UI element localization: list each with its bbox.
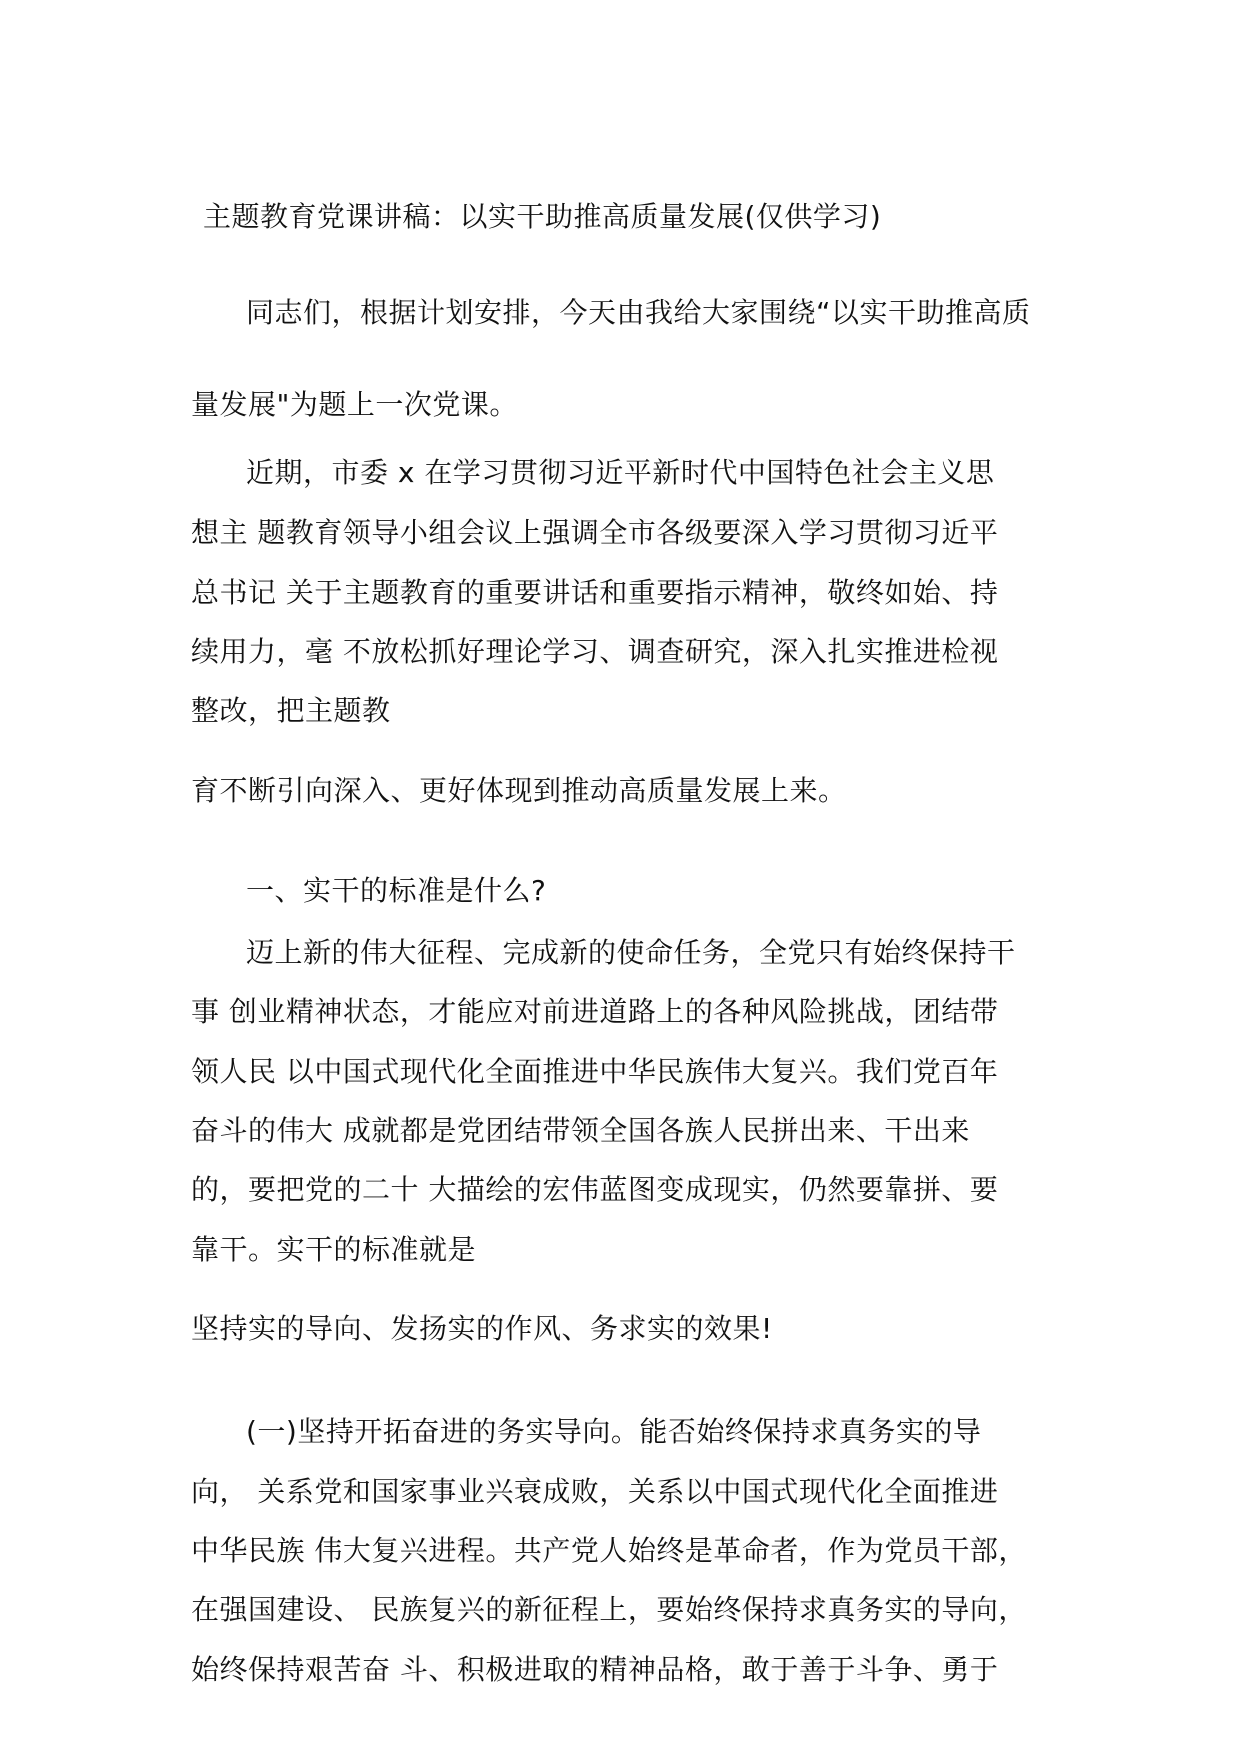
section1-line-7: 坚持实的导向、发扬实的作风、务求实的效果!	[191, 1312, 773, 1345]
document-title: 主题教育党课讲稿：以实干助推高质量发展(仅供学习)	[203, 200, 882, 233]
subsection1-line-3: 中华民族 伟大复兴进程。共产党人始终是革命者，作为党员干部，	[191, 1534, 1027, 1567]
intro-line-1: 同志们，根据计划安排，今天由我给大家围绕“以实干助推高质	[246, 296, 1031, 329]
para1-line-2: 想主 题教育领导小组会议上强调全市各级要深入学习贯彻习近平	[191, 516, 999, 549]
section1-line-1: 迈上新的伟大征程、完成新的使命任务，全党只有始终保持干	[246, 936, 1016, 969]
subsection1-line-2: 向， 关系党和国家事业兴衰成败，关系以中国式现代化全面推进	[191, 1475, 999, 1508]
section1-heading: 一、实干的标准是什么?	[246, 874, 547, 907]
section1-line-2: 事 创业精神状态，才能应对前进道路上的各种风险挑战，团结带	[191, 995, 999, 1028]
para1-line-5: 整改，把主题教	[191, 694, 391, 727]
intro-line-2: 量发展"为题上一次党课。	[191, 388, 518, 421]
subsection1-line-4: 在强国建设、 民族复兴的新征程上，要始终保持求真务实的导向，	[191, 1593, 1027, 1626]
section1-line-6: 靠干。实干的标准就是	[191, 1233, 477, 1266]
section1-line-3: 领人民 以中国式现代化全面推进中华民族伟大复兴。我们党百年	[191, 1055, 999, 1088]
section1-line-5: 的，要把党的二十 大描绘的宏伟蓝图变成现实，仍然要靠拼、要	[191, 1173, 999, 1206]
para1-line-1: 近期，市委 x 在学习贯彻习近平新时代中国特色社会主义思	[246, 456, 995, 489]
subsection1-line-1: (一)坚持开拓奋进的务实导向。能否始终保持求真务实的导	[246, 1415, 982, 1448]
subsection1-line-5: 始终保持艰苦奋 斗、积极进取的精神品格，敢于善于斗争、勇于	[191, 1653, 999, 1686]
para1-line-3: 总书记 关于主题教育的重要讲话和重要指示精神，敬终如始、持	[191, 576, 999, 609]
para1-line-6: 育不断引向深入、更好体现到推动高质量发展上来。	[191, 774, 847, 807]
para1-line-4: 续用力，毫 不放松抓好理论学习、调查研究，深入扎实推进检视	[191, 635, 999, 668]
section1-line-4: 奋斗的伟大 成就都是党团结带领全国各族人民拼出来、干出来	[191, 1114, 970, 1147]
